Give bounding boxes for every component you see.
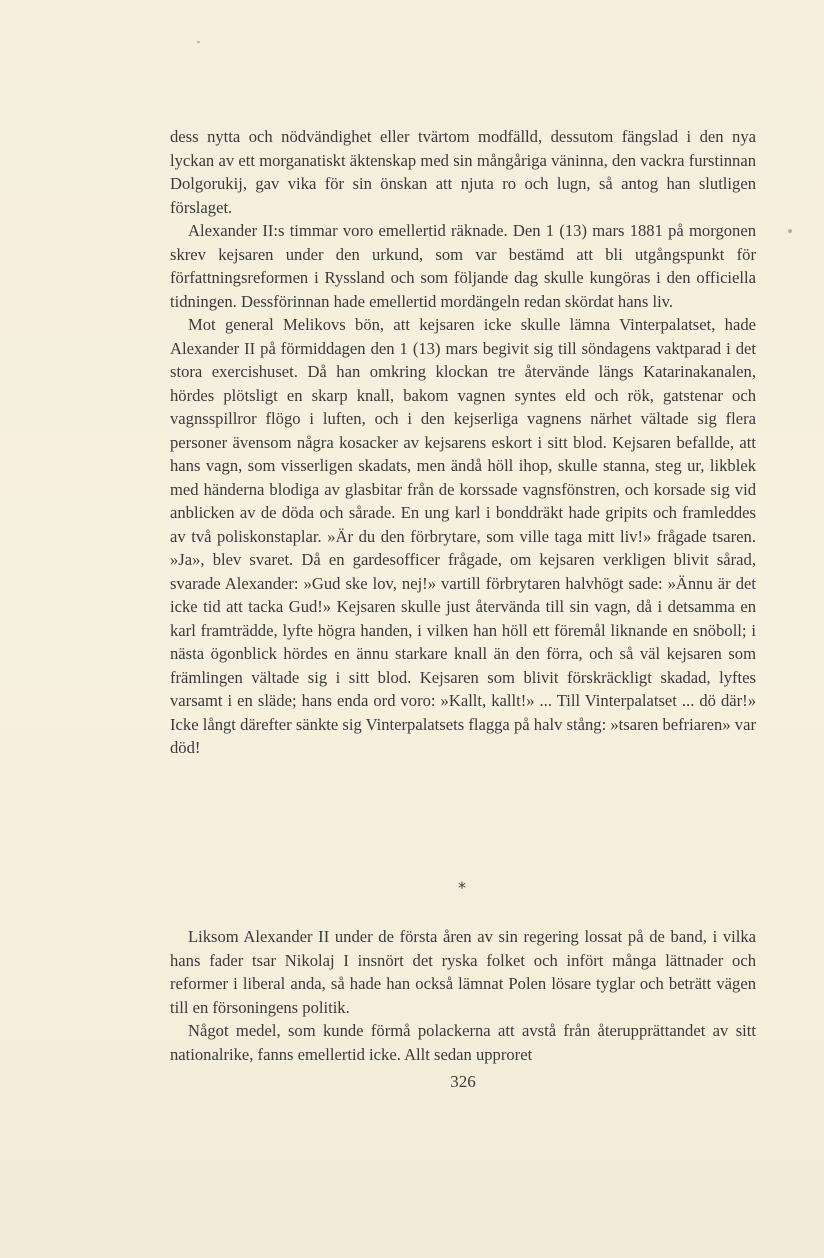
paragraph: Något medel, som kunde förmå polackerna att avstå från återupprättandet av sitt nationalrike, fanns emellertid icke. Allt sedan upproret — [170, 1021, 756, 1064]
paper-speck — [197, 41, 200, 43]
paragraph: dess nytta och nödvändighet eller tvärtom modfälld, dessutom fängslad i den nya lyckan av ett morganatiskt äktenskap med sin mångåriga väninna, den vackra furstinnan Dolgorukij, gav vika för sin önskan att njuta ro och lugn, så antog han slutligen förslaget. — [170, 127, 756, 217]
paper-speck — [788, 229, 792, 233]
paragraph: Alexander II:s timmar voro emellertid räknade. Den 1 (13) mars 1881 på morgonen skrev kejsaren under den urkund, som var bestämd att bli utgångspunkt för författningsreformen i Ryssland och som följande dag skulle kungöras i den officiella tidningen. Dessförinnan hade emellertid mordängeln redan skördat hans liv. — [170, 221, 756, 311]
main-text-top — [170, 125, 756, 760]
page-number: 326 — [450, 1072, 476, 1091]
paragraph: Mot general Melikovs bön, att kejsaren icke skulle lämna Vinterpalatset, hade Alexander II på förmiddagen den 1 (13) mars begivit sig till söndagens vaktparad i det stora exercishuset. Då han omkring klockan tre återvände längs Katarinakanalen, hördes plötsligt en skarp knall, bakom vagnen syntes eld och rök, gatstenar och vagnsspillror flögo i luften, och i den kejserliga vagnens närhet vältade sig flera personer ävensom några kosacker av kejsarens eskort i sitt blod. Kejsaren befallde, att hans vagn, som visserligen skadats, men ändå höll ihop, skulle stanna, steg ur, likblek med händerna blodiga av glasbitar från de korssade vagnsfönstren, och korsade sig vid anblicken av de döda och sårade. En ung karl i bonddräkt hade gripits och framleddes av två poliskonstaplar. »Är du den förbrytare, som ville taga mitt liv!» frågade tsaren. »Ja», blev svaret. Då en gardesofficer frågade, om kejsaren verkligen blivit sårad, svarade Alexander: »Gud ske lov, nej!» vartill förbrytaren halvhögt sade: »Ännu är det icke tid att tacka Gud!» Kejsaren skulle just återvända till sin vagn, då i detsamma en karl framträdde, lyfte högra handen, i vilken han höll ett föremål liknande en snöboll; i nästa ögonblick hördes en ännu starkare knall än den förra, och så väl kejsaren som främlingen vältade sig i sitt blod. Kejsaren som blivit förskräckligt skadad, lyftes varsamt i en släde; hans enda ord voro: »Kallt, kallt!» ... Till Vinterpalatset ... dö där!» Icke långt därefter sänkte sig Vinterpalatsets flagga på halv stång: »tsaren befriaren» var död! — [170, 315, 756, 757]
paragraph: Liksom Alexander II under de första åren av sin regering lossat på de band, i vilka hans fader tsar Nikolaj I insnört det ryska folket och infört många lättnader och reformer i liberal anda, så hade han också lämnat Polen lösare tyglar och beträtt vägen till en försoningens politik. — [170, 927, 756, 1017]
section-separator: * — [458, 878, 466, 897]
main-text-bottom — [170, 925, 756, 1066]
